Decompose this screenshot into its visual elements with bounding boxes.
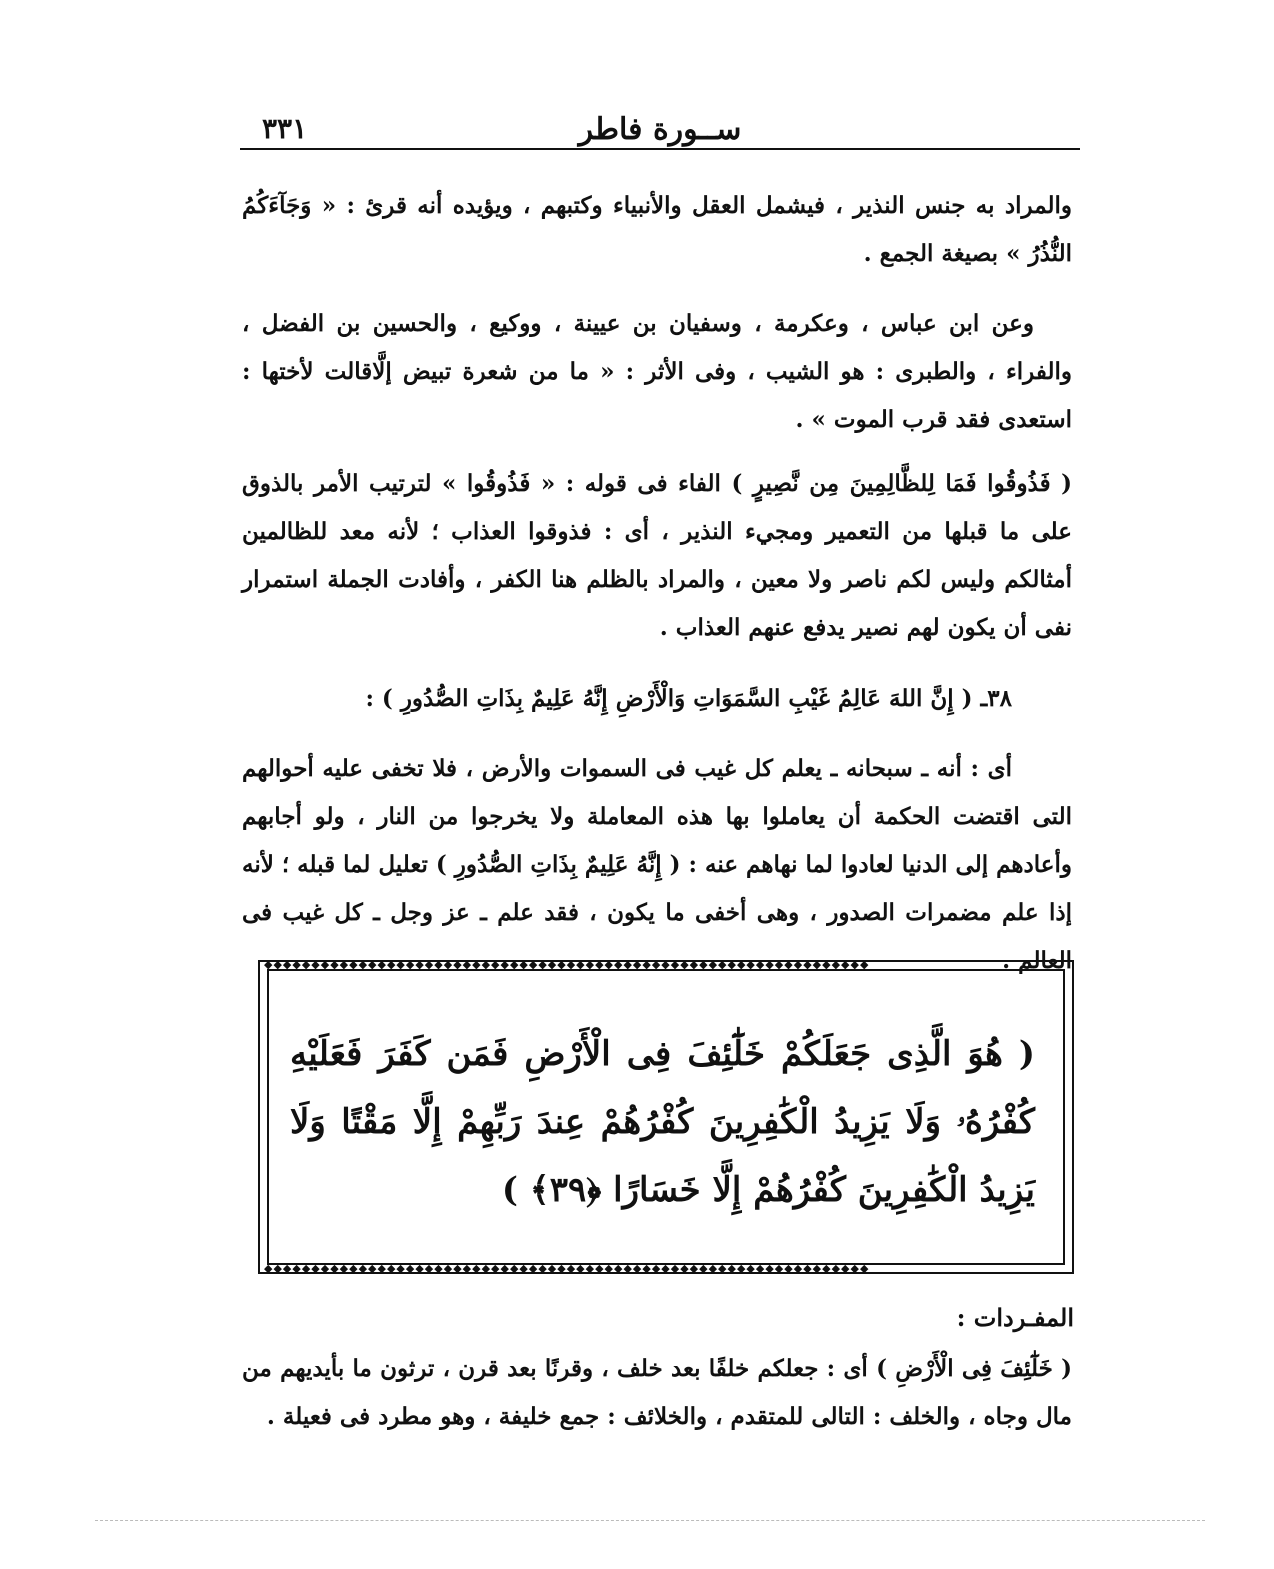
verse-quote: ( فَذُوقُوا فَمَا لِلظَّالِمِينَ مِن نَّصِيرٍ ) [731,470,1072,497]
running-header [240,100,1080,150]
commentary-text: أى : أنه ـ سبحانه ـ يعلم كل غيب فى السموات والأرض ، فلا تخفى عليه أحوالهم التى اقتضت الحكمة أن يعاملوا بها هذه المعاملة ولا يخرجوا من النار ، ولو أجابهم وأعادهم إلى الدنيا لعادوا لما نهاهم عنه : [242,755,1073,878]
page-number: ٣٣١ [262,112,308,145]
commentary-text: الفاء فى قوله : « فَذُوقُوا » لترتيب الأمر بالذوق على ما قبلها من التعمير ومجيء النذير ، أى : فذوقوا العذاب ؛ لأنه معد للظالمين أمثالكم وليس لكم ناصر ولا معين ، والمراد بالظلم هنا الكفر ، وأفادت الجملة استمرار نفى أن يكون لهم نصير يدفع عنهم العذاب . [242,470,1072,641]
commentary-text: تعليل لما قبله ؛ لأنه إذا علم مضمرات الصدور ، وهى أخفى ما يكون ، فقد علم ـ عز وجل ـ كل غيب فى العالم . [242,851,1072,974]
verse-quote: ( إِنَّهُ عَلِيمٌ بِذَاتِ الصُّدُورِ ) [435,851,681,878]
paragraph-verse-38-explanation [242,745,1072,985]
verse-39-text: ( هُوَ الَّذِى جَعَلَكُمْ خَلَٰٓئِفَ فِى الْأَرْضِ فَمَن كَفَرَ فَعَلَيْهِ كُفْرُهُۥ وَلَا يَزِيدُ الْكَٰفِرِينَ كُفْرُهُمْ عِندَ رَبِّهِمْ إِلَّا مَقْتًا وَلَا يَزِيدُ الْكَٰفِرِينَ كُفْرُهُمْ إِلَّا خَسَارًا ﴿٣٩﴾ ) [290,1034,1035,1210]
vocabulary-heading: المفـردات : [956,1303,1074,1332]
verse-38-heading: ٣٨ـ ( إِنَّ اللهَ عَالِمُ غَيْبِ السَّمَوَاتِ وَالْأَرْضِ إِنَّهُ عَلِيمٌ بِذَاتِ الصُّدُورِ ) : [365,685,1012,712]
paragraph-fadhuqu [242,460,1072,652]
ornament-border-bottom: ◆◆◆◆◆◆◆◆◆◆◆◆◆◆◆◆◆◆◆◆◆◆◆◆◆◆◆◆◆◆◆◆◆◆◆◆◆◆◆◆◆◆◆◆◆◆◆◆◆◆◆◆◆◆◆◆◆◆◆◆◆◆◆◆ [264,1263,870,1275]
paragraph-nadhir: والمراد به جنس النذير ، فيشمل العقل والأنبياء وكتبهم ، ويؤيده أنه قرئ : « وَجَآءَكُمُ النُّذُرُ » بصيغة الجمع . [242,192,1072,267]
verse-quote: ( خَلَٰٓئِفَ فِى الْأَرْضِ ) [876,1355,1072,1382]
page-edge-line [95,1520,1205,1521]
paragraph-ibn-abbas: وعن ابن عباس ، وعكرمة ، وسفيان بن عيينة ، ووكيع ، والحسين بن الفضل ، والفراء ، والطبرى : هو الشيب ، وفى الأثر : « ما من شعرة تبيض إلَّاقالت لأختها : استعدى فقد قرب الموت » . [242,310,1072,433]
ornament-border-top: ◆◆◆◆◆◆◆◆◆◆◆◆◆◆◆◆◆◆◆◆◆◆◆◆◆◆◆◆◆◆◆◆◆◆◆◆◆◆◆◆◆◆◆◆◆◆◆◆◆◆◆◆◆◆◆◆◆◆◆◆◆◆◆◆ [264,959,870,971]
surah-title: ســورة فاطر [578,112,742,147]
commentary-text: أى : جعلكم خلفًا بعد خلف ، وقرنًا بعد قرن ، ترثون ما بأيديهم من مال وجاه ، والخلف : التالى للمتقدم ، والخلائف : جمع خليفة ، وهو مطرد فى فعيلة . [242,1355,1072,1430]
header-rule [240,148,1080,150]
vocabulary-paragraph [242,1345,1072,1441]
